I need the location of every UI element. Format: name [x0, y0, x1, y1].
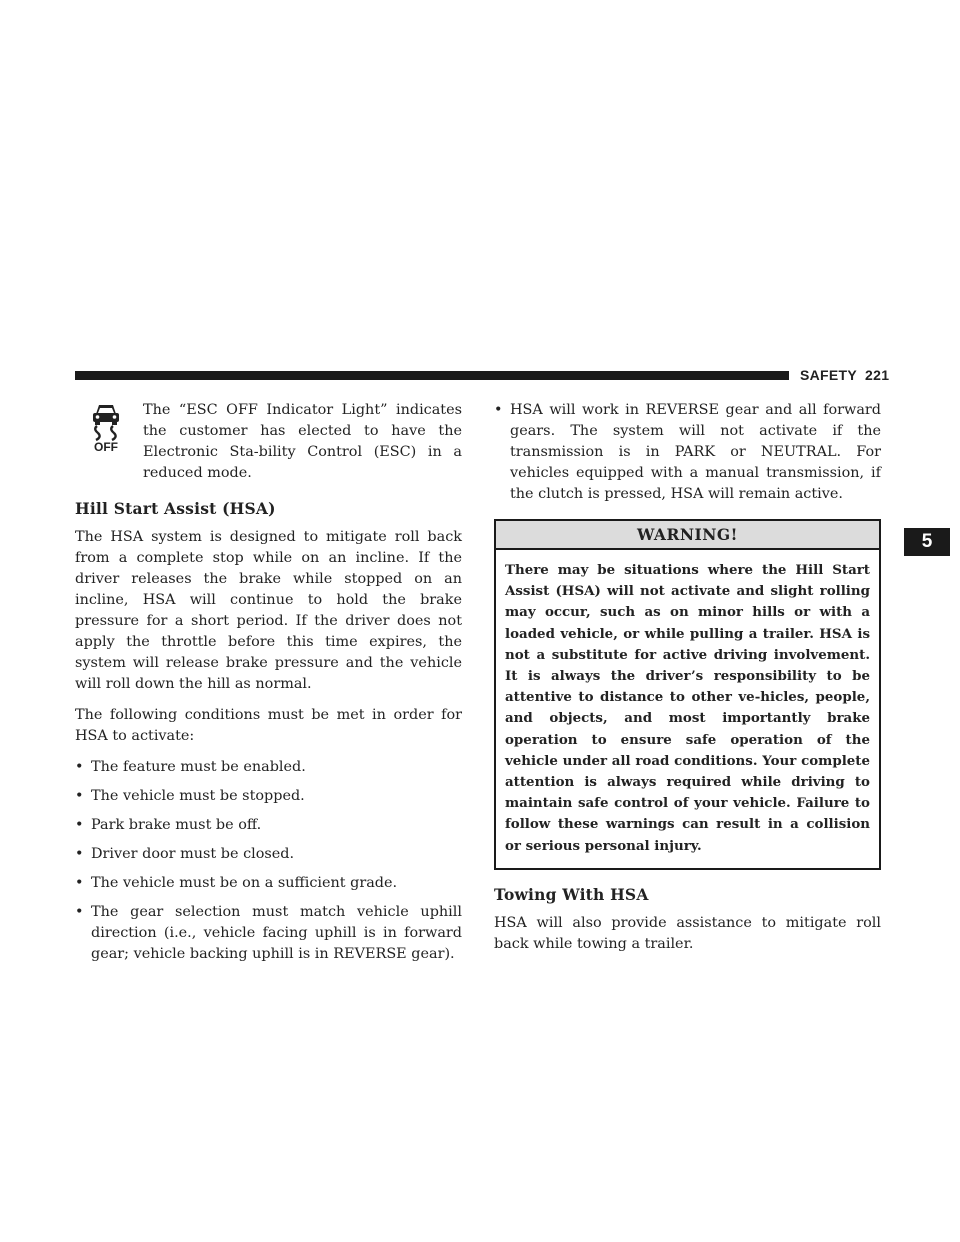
- towing-description: HSA will also provide assistance to mitigate roll back while towing a trailer.: [494, 914, 881, 952]
- hsa-gear-list: [494, 400, 881, 505]
- hsa-conditions-list: [75, 757, 462, 965]
- esc-off-indicator-paragraph: [75, 400, 462, 484]
- warning-title: WARNING!: [496, 521, 879, 550]
- hsa-conditions-intro: The following conditions must be met in order for HSA to activate:: [75, 707, 462, 744]
- header-rule: [75, 371, 789, 380]
- section-title: SAFETY: [800, 367, 858, 383]
- list-item: • Park brake must be off.: [75, 815, 462, 836]
- warning-box: [494, 519, 881, 870]
- warning-body: There may be situations where the Hill Start Assist (HSA) will not activate and slight rolling may occur, such as on minor hills or with a loaded vehicle, or while pulling a trailer. HSA is not a substitute for active driving involvement. It is always the driver’s responsibility to be attentive to distance to other ve-hicles, people, and objects, and most importantly brake operation to ensure safe operation of the vehicle under all road conditions. Your complete attention is always required while driving to maintain safe control of your vehicle. Failure to follow these warnings can result in a collision or serious personal injury.: [505, 562, 870, 854]
- towing-heading: Towing With HSA: [494, 884, 649, 904]
- right-column: [494, 400, 881, 965]
- list-item: • The gear selection must match vehicle uphill direction (i.e., vehicle facing uphill is in forward gear; vehicle backing uphill is in REVERSE gear).: [75, 902, 462, 965]
- page-number: 221: [865, 367, 890, 383]
- list-item: • The vehicle must be on a sufficient grade.: [75, 873, 462, 894]
- running-header: [800, 367, 890, 383]
- hsa-heading: Hill Start Assist (HSA): [75, 499, 276, 518]
- esc-off-indicator-icon: [86, 400, 126, 452]
- left-column: [75, 400, 462, 973]
- hsa-description: The HSA system is designed to mitigate roll back from a complete stop while on an incline. If the driver releases the brake while stopped on an incline, HSA will continue to hold the brake pressure for a short period. If the driver does not apply the throttle before this time expires, the system will release brake pressure and the vehicle will roll down the hill as normal.: [75, 529, 462, 692]
- esc-icon-label: OFF: [94, 440, 118, 452]
- chapter-tab: 5: [904, 528, 950, 556]
- list-item: • The feature must be enabled.: [75, 757, 462, 778]
- esc-off-description: The “ESC OFF Indicator Light” indicates the customer has elected to have the Electronic Sta-bility Control (ESC) in a reduced mode.: [143, 402, 462, 481]
- list-item: • HSA will work in REVERSE gear and all forward gears. The system will not activate if the transmission is in PARK or NEUTRAL. For vehicles equipped with a manual transmission, if the clutch is pressed, HSA will remain active.: [494, 400, 881, 505]
- list-item: • The vehicle must be stopped.: [75, 786, 462, 807]
- list-item: • Driver door must be closed.: [75, 844, 462, 865]
